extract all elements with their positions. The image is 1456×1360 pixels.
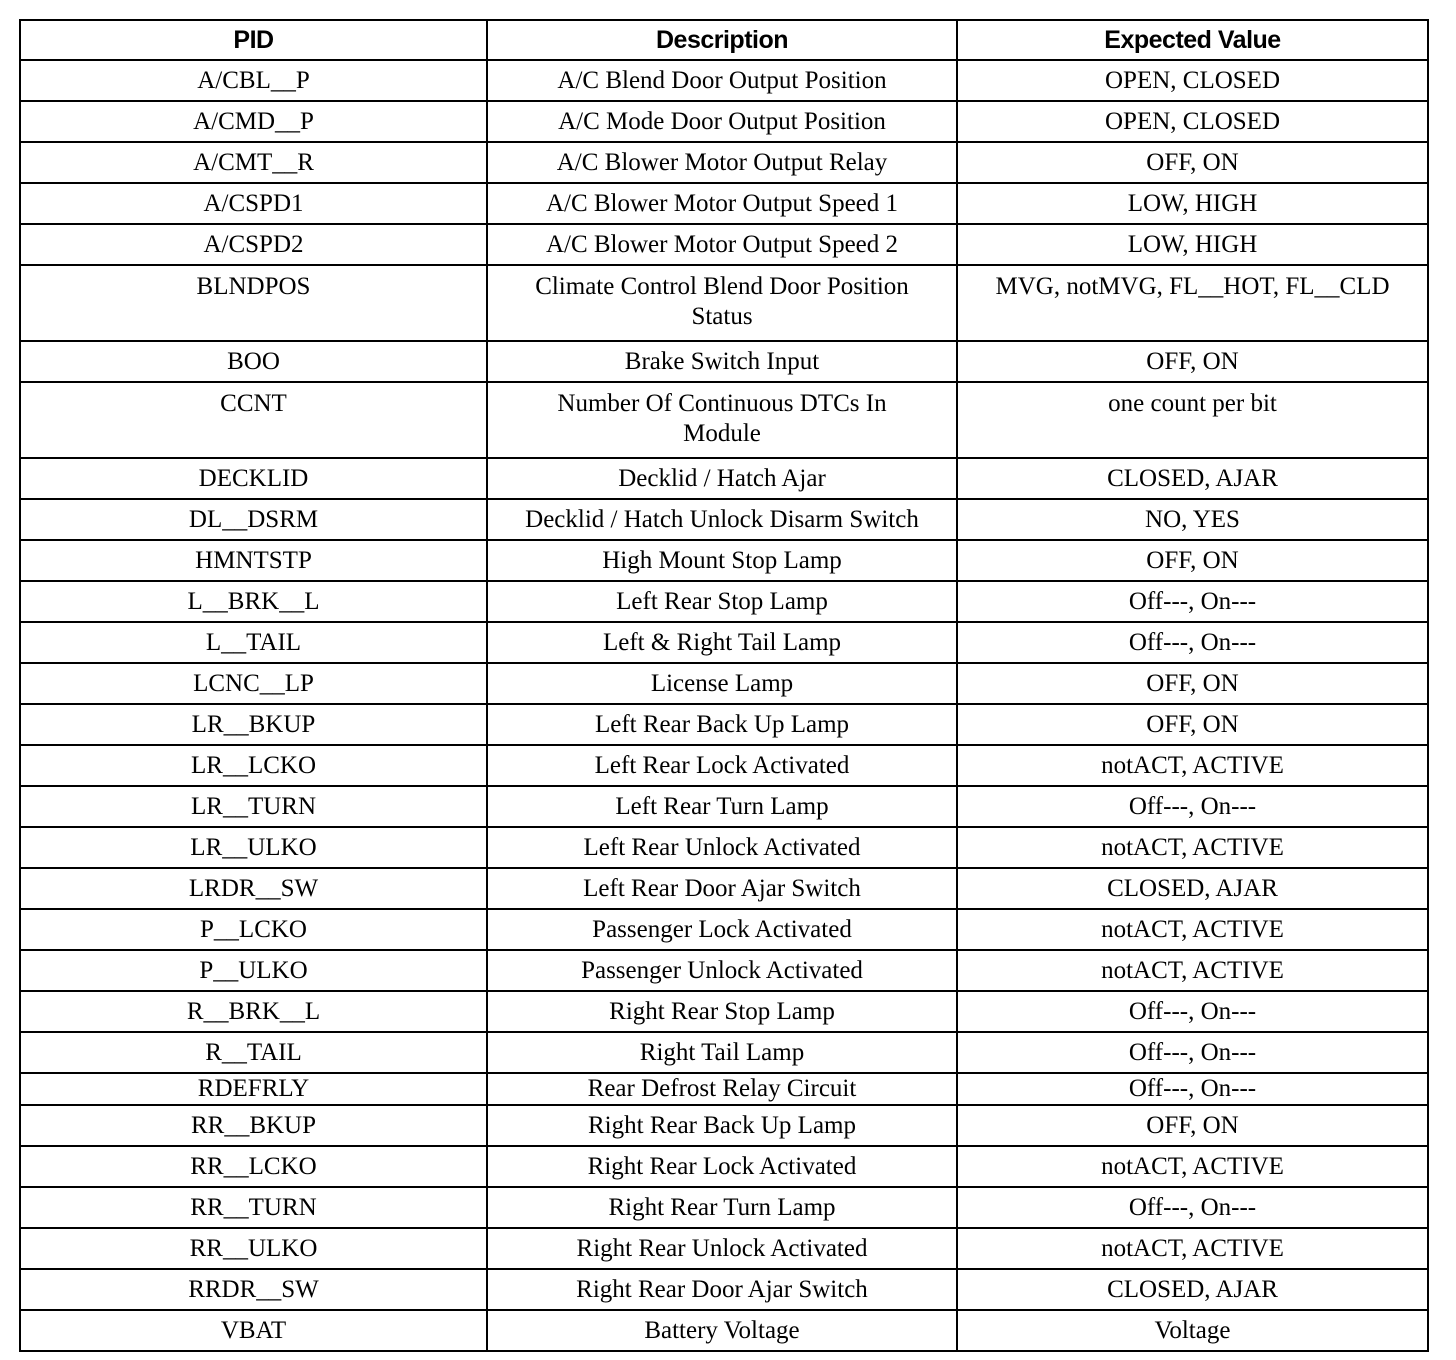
header-description: Description — [487, 20, 957, 60]
expected-value-cell: OFF, ON — [957, 540, 1428, 581]
pid-cell: BLNDPOS — [20, 265, 487, 341]
table-row — [20, 540, 1428, 581]
pid-cell: R__BRK__L — [20, 991, 487, 1032]
table-row — [20, 224, 1428, 265]
pid-cell: P__ULKO — [20, 950, 487, 991]
table-row — [20, 1269, 1428, 1310]
description-cell: Left Rear Stop Lamp — [487, 581, 957, 622]
pid-cell: R__TAIL — [20, 1032, 487, 1073]
expected-value-cell: notACT, ACTIVE — [957, 950, 1428, 991]
pid-cell: CCNT — [20, 382, 487, 458]
pid-cell: HMNTSTP — [20, 540, 487, 581]
expected-value-cell: notACT, ACTIVE — [957, 909, 1428, 950]
description-cell: A/C Blower Motor Output Relay — [487, 142, 957, 183]
pid-cell: LR__LCKO — [20, 745, 487, 786]
expected-value-cell: notACT, ACTIVE — [957, 745, 1428, 786]
description-cell: Rear Defrost Relay Circuit — [487, 1073, 957, 1105]
table-row — [20, 382, 1428, 458]
table-row — [20, 868, 1428, 909]
expected-value-cell: OFF, ON — [957, 341, 1428, 382]
pid-cell: LRDR__SW — [20, 868, 487, 909]
table-row — [20, 341, 1428, 382]
pid-cell: DECKLID — [20, 458, 487, 499]
expected-value-cell: OPEN, CLOSED — [957, 101, 1428, 142]
table-row — [20, 745, 1428, 786]
table-row — [20, 101, 1428, 142]
description-cell: Brake Switch Input — [487, 341, 957, 382]
pid-cell: A/CMT__R — [20, 142, 487, 183]
pid-cell: LCNC__LP — [20, 663, 487, 704]
expected-value-cell: CLOSED, AJAR — [957, 1269, 1428, 1310]
expected-value-cell: NO, YES — [957, 499, 1428, 540]
pid-cell: LR__ULKO — [20, 827, 487, 868]
description-cell: Battery Voltage — [487, 1310, 957, 1351]
pid-cell: VBAT — [20, 1310, 487, 1351]
description-cell: A/C Blower Motor Output Speed 2 — [487, 224, 957, 265]
table-row — [20, 909, 1428, 950]
expected-value-cell: Off---, On--- — [957, 581, 1428, 622]
expected-value-cell: notACT, ACTIVE — [957, 1228, 1428, 1269]
description-cell: A/C Blower Motor Output Speed 1 — [487, 183, 957, 224]
description-cell: Right Rear Unlock Activated — [487, 1228, 957, 1269]
description-cell: Right Rear Turn Lamp — [487, 1187, 957, 1228]
table-row — [20, 142, 1428, 183]
expected-value-cell: CLOSED, AJAR — [957, 868, 1428, 909]
pid-cell: RDEFRLY — [20, 1073, 487, 1105]
table-row — [20, 1187, 1428, 1228]
expected-value-cell: OFF, ON — [957, 1105, 1428, 1146]
description-cell: Right Rear Lock Activated — [487, 1146, 957, 1187]
description-cell: Passenger Lock Activated — [487, 909, 957, 950]
description-cell: A/C Blend Door Output Position — [487, 60, 957, 101]
table-row — [20, 183, 1428, 224]
expected-value-cell: Off---, On--- — [957, 991, 1428, 1032]
expected-value-cell: CLOSED, AJAR — [957, 458, 1428, 499]
expected-value-cell: Off---, On--- — [957, 622, 1428, 663]
expected-value-cell: one count per bit — [957, 382, 1428, 458]
pid-cell: LR__TURN — [20, 786, 487, 827]
table-row — [20, 458, 1428, 499]
table-row — [20, 1032, 1428, 1073]
description-cell: Left Rear Door Ajar Switch — [487, 868, 957, 909]
table-row — [20, 663, 1428, 704]
expected-value-cell: OPEN, CLOSED — [957, 60, 1428, 101]
description-cell: Left Rear Back Up Lamp — [487, 704, 957, 745]
table-row — [20, 499, 1428, 540]
pid-cell: RR__LCKO — [20, 1146, 487, 1187]
pid-cell: LR__BKUP — [20, 704, 487, 745]
expected-value-cell: Off---, On--- — [957, 786, 1428, 827]
expected-value-cell: Off---, On--- — [957, 1073, 1428, 1105]
table-row — [20, 265, 1428, 341]
expected-value-cell: LOW, HIGH — [957, 224, 1428, 265]
description-cell: Right Rear Back Up Lamp — [487, 1105, 957, 1146]
pid-cell: RR__TURN — [20, 1187, 487, 1228]
table-row — [20, 827, 1428, 868]
description-cell: Right Rear Door Ajar Switch — [487, 1269, 957, 1310]
table-row — [20, 1310, 1428, 1351]
table-header-row — [20, 20, 1428, 60]
pid-cell: RR__ULKO — [20, 1228, 487, 1269]
description-cell: Right Tail Lamp — [487, 1032, 957, 1073]
table-row — [20, 786, 1428, 827]
description-cell: Number Of Continuous DTCs In Module — [487, 382, 957, 458]
expected-value-cell: Off---, On--- — [957, 1187, 1428, 1228]
table-row — [20, 704, 1428, 745]
expected-value-cell: MVG, notMVG, FL__HOT, FL__CLD — [957, 265, 1428, 341]
description-cell: Climate Control Blend Door Position Status — [487, 265, 957, 341]
expected-value-cell: Voltage — [957, 1310, 1428, 1351]
description-cell: High Mount Stop Lamp — [487, 540, 957, 581]
pid-cell: A/CSPD2 — [20, 224, 487, 265]
expected-value-cell: OFF, ON — [957, 704, 1428, 745]
pid-cell: DL__DSRM — [20, 499, 487, 540]
pid-cell: A/CSPD1 — [20, 183, 487, 224]
table-row — [20, 1073, 1428, 1105]
table-row — [20, 622, 1428, 663]
expected-value-cell: Off---, On--- — [957, 1032, 1428, 1073]
description-cell: Left Rear Unlock Activated — [487, 827, 957, 868]
table-row — [20, 60, 1428, 101]
description-cell: License Lamp — [487, 663, 957, 704]
pid-cell: A/CMD__P — [20, 101, 487, 142]
description-cell: Decklid / Hatch Unlock Disarm Switch — [487, 499, 957, 540]
expected-value-cell: notACT, ACTIVE — [957, 1146, 1428, 1187]
table-row — [20, 950, 1428, 991]
description-cell: Left Rear Turn Lamp — [487, 786, 957, 827]
pid-cell: RR__BKUP — [20, 1105, 487, 1146]
pid-cell: P__LCKO — [20, 909, 487, 950]
description-cell: Left & Right Tail Lamp — [487, 622, 957, 663]
pid-table — [19, 19, 1429, 1352]
expected-value-cell: OFF, ON — [957, 142, 1428, 183]
table-row — [20, 1228, 1428, 1269]
table-row — [20, 991, 1428, 1032]
expected-value-cell: LOW, HIGH — [957, 183, 1428, 224]
header-expected-value: Expected Value — [957, 20, 1428, 60]
description-cell: Passenger Unlock Activated — [487, 950, 957, 991]
pid-cell: L__TAIL — [20, 622, 487, 663]
pid-cell: A/CBL__P — [20, 60, 487, 101]
table-row — [20, 1105, 1428, 1146]
pid-cell: BOO — [20, 341, 487, 382]
header-pid: PID — [20, 20, 487, 60]
description-cell: A/C Mode Door Output Position — [487, 101, 957, 142]
description-cell: Left Rear Lock Activated — [487, 745, 957, 786]
pid-cell: RRDR__SW — [20, 1269, 487, 1310]
table-row — [20, 1146, 1428, 1187]
description-cell: Right Rear Stop Lamp — [487, 991, 957, 1032]
table-row — [20, 581, 1428, 622]
expected-value-cell: notACT, ACTIVE — [957, 827, 1428, 868]
description-cell: Decklid / Hatch Ajar — [487, 458, 957, 499]
expected-value-cell: OFF, ON — [957, 663, 1428, 704]
pid-cell: L__BRK__L — [20, 581, 487, 622]
